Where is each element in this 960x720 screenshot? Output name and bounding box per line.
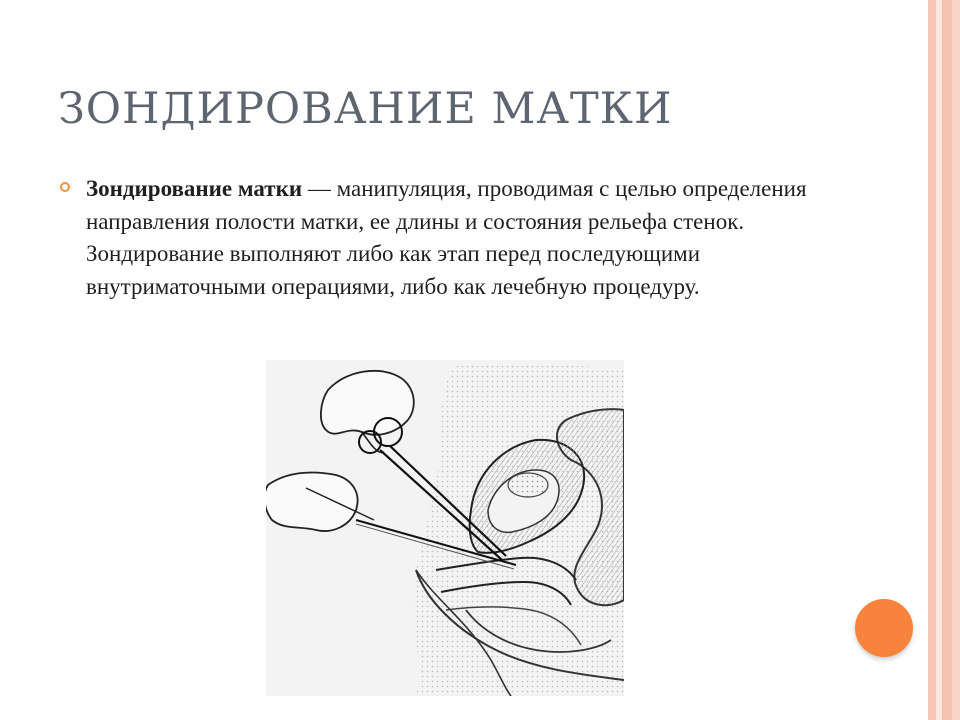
uterine-probing-illustration	[266, 360, 624, 696]
stripe-4	[952, 0, 960, 720]
right-decorative-stripes	[928, 0, 960, 720]
definition-text: — манипуляция, проводимая с целью определения направления полости матки, ее длины и состояния рельефа стенок. Зондирование выполняют либо как этап перед последующими внутриматочными операциями, либо как лечебную процедуру.	[86, 176, 807, 299]
definition-paragraph	[86, 173, 811, 303]
orange-circle-icon	[855, 599, 913, 657]
slide-title: ЗОНДИРОВАНИЕ МАТКИ	[58, 84, 673, 134]
anatomical-drawing	[266, 360, 624, 696]
stripe-3	[942, 0, 952, 720]
definition-term: Зондирование матки	[86, 176, 303, 201]
stripe-1	[928, 0, 936, 720]
bullet-ring-icon	[60, 182, 70, 192]
